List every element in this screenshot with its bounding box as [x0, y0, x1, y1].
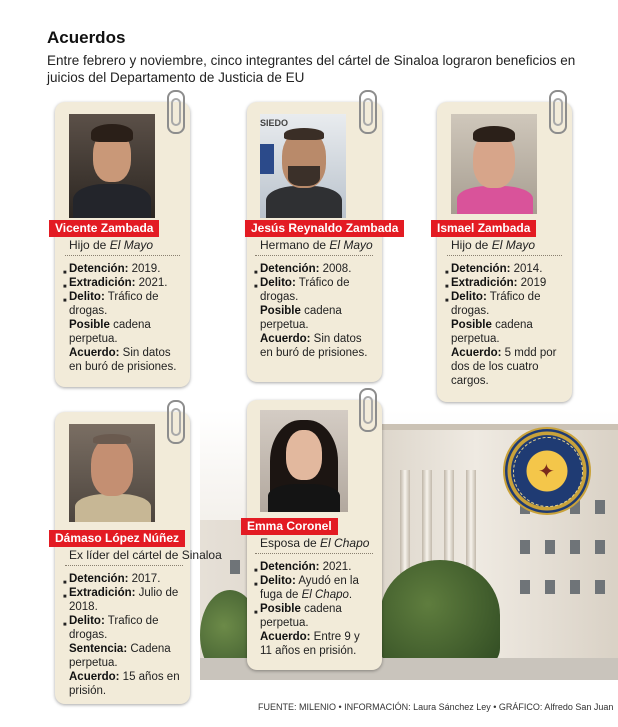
paperclip-icon: [359, 90, 377, 134]
page-title: Acuerdos: [47, 28, 126, 47]
photo-damaso-lopez-nunez: [69, 424, 155, 522]
paperclip-icon: [167, 400, 185, 444]
person-role: Hijo de El Mayo: [69, 238, 154, 252]
person-role: Esposa de El Chapo: [260, 536, 370, 550]
source-credits: FUENTE: MILENIO • INFORMACIÓN: Laura Sánchez Ley • GRÁFICO: Alfredo San Juan: [258, 702, 614, 712]
paperclip-icon: [359, 388, 377, 432]
photo-jesus-reynaldo-zambada: SIEDO: [260, 114, 346, 218]
photo-vicente-zambada: [69, 114, 155, 218]
card-jesus-reynaldo-zambada: [247, 102, 399, 382]
person-details: ■ Detención: 2017. ■ Extradición: Julio de 2018. ■ Delito: Trafico de drogas. Sentencia: Cadena perpetua. Acuerdo: 15 años en prisión.: [69, 572, 181, 698]
person-details: ■ Detención: 2014. ■ Extradición: 2019 ■ Delito: Tráfico de drogas. Posible cadena perpetua. Acuerdo: 5 mdd por dos de los cuatro cargos.: [451, 262, 563, 388]
card-vicente-zambada: [55, 102, 190, 387]
person-details: ■ Detención: 2008. ■ Delito: Tráfico de drogas. Posible cadena perpetua. Acuerdo: Sin datos en buró de prisiones.: [260, 262, 372, 360]
person-details: ■ Detención: 2019. ■ Extradición: 2021. ■ Delito: Tráfico de drogas. Posible cadena perpetua. Acuerdo: Sin datos en buró de prisiones.: [69, 262, 181, 374]
card-emma-coronel: [247, 400, 382, 670]
person-role: Hermano de El Mayo: [260, 238, 373, 252]
person-role: Hijo de El Mayo: [451, 238, 536, 252]
person-name: Vicente Zambada: [49, 220, 159, 237]
person-name: Ismael Zambada: [431, 220, 536, 237]
page-subtitle: Entre febrero y noviembre, cinco integrantes del cártel de Sinaloa lograron beneficios en juicios del Departamento de Justicia de EU: [47, 53, 576, 85]
photo-ismael-zambada: [451, 114, 537, 214]
paperclip-icon: [549, 90, 567, 134]
card-ismael-zambada: [437, 102, 572, 402]
person-name: Emma Coronel: [241, 518, 338, 535]
person-name: Jesús Reynaldo Zambada: [245, 220, 404, 237]
person-name: Dámaso López Núñez: [49, 530, 185, 547]
paperclip-icon: [167, 90, 185, 134]
eagle-icon: ✦: [538, 461, 555, 483]
person-role: Ex líder del cártel de Sinaloa: [69, 548, 222, 562]
department-of-justice-seal: [503, 427, 591, 515]
photo-emma-coronel: [260, 410, 348, 512]
person-details: ■ Detención: 2021. ■ Delito: Ayudó en la fuga de El Chapo. ■ Posible cadena perpetua. Acuerdo: Entre 9 y 11 años en prisión.: [260, 560, 372, 658]
card-damaso-lopez-nunez: [55, 412, 222, 704]
